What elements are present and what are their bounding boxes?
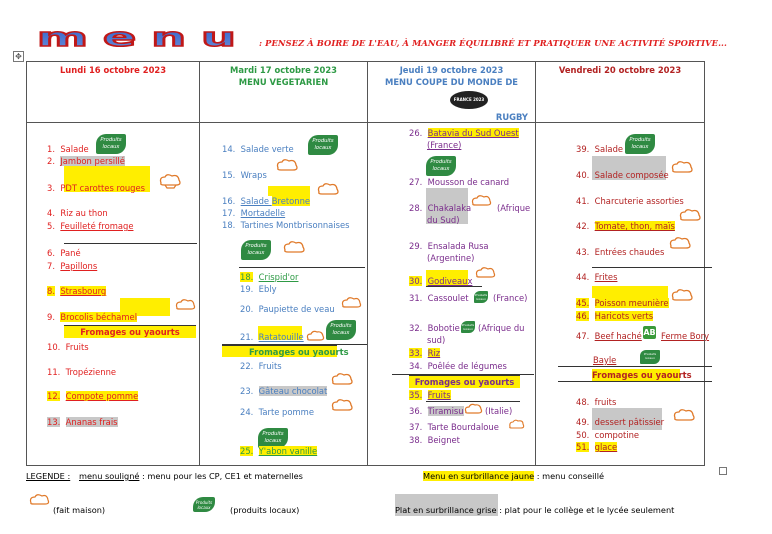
homemade-icon xyxy=(330,372,354,388)
header-monday: Lundi 16 octobre 2023 xyxy=(59,65,167,75)
list-item: 49. dessert pâtissier xyxy=(576,417,665,427)
list-item: 30. Godiveaux xyxy=(409,276,473,286)
list-item: 33. Riz xyxy=(409,348,441,358)
list-item: 15. Wraps xyxy=(222,170,267,180)
list-item: Fromages ou yaourts xyxy=(222,345,337,357)
list-item: 18. Crispid'or xyxy=(240,272,299,282)
list-item: 38. Beignet xyxy=(409,435,460,445)
homemade-icon xyxy=(670,160,694,176)
local-product-icon: Produits locaux xyxy=(308,135,338,155)
header-thursday-subtitle2: RUGBY xyxy=(495,112,528,122)
homemade-icon xyxy=(282,240,306,256)
list-item: 27. Mousson de canard xyxy=(409,177,510,187)
list-item: 45. Poisson meunière xyxy=(576,298,669,308)
list-item: 44. Frites xyxy=(576,272,618,282)
homemade-icon xyxy=(340,296,362,311)
list-item: 41. Charcuterie assorties xyxy=(576,196,684,206)
resize-handle-icon[interactable] xyxy=(719,467,727,475)
list-item: 22. Fruits xyxy=(240,361,282,371)
list-item: 12. Compote pomme xyxy=(47,391,139,401)
list-item: 28. Chakalaka xyxy=(409,203,472,213)
list-item: 11. Tropézienne xyxy=(47,367,117,377)
homemade-icon xyxy=(678,208,702,224)
list-item: 31. Cassoulet xyxy=(409,293,469,303)
list-item-continued: sud) xyxy=(427,335,446,345)
list-item: 46. Haricots verts xyxy=(576,311,654,321)
list-item: 9. Brocolis béchamel xyxy=(47,312,138,322)
highlight xyxy=(592,286,668,298)
rugby-world-cup-badge: FRANCE 2023 xyxy=(450,91,488,109)
header-tuesday: Mardi 17 octobre 2023 xyxy=(230,65,337,75)
header-thursday: Jeudi 19 octobre 2023 xyxy=(399,65,504,75)
local-product-icon: Produits locaux xyxy=(640,350,660,364)
list-item: Fromages ou yaourts xyxy=(409,375,520,388)
list-item: 21. Ratatouille xyxy=(240,332,304,342)
list-item: Fromages ou yaourts xyxy=(592,370,692,380)
list-item-continued: (France) xyxy=(493,293,528,303)
list-item: 13. Ananas frais xyxy=(47,417,118,427)
highlight xyxy=(268,186,310,196)
homemade-icon xyxy=(174,298,196,313)
local-product-icon: Produits locaux xyxy=(258,428,288,448)
homemade-icon xyxy=(508,419,526,431)
local-product-icon: Produits locaux xyxy=(96,134,126,154)
move-handle-icon[interactable]: ✥ xyxy=(13,51,24,62)
list-item: 4. Riz au thon xyxy=(47,208,108,218)
homemade-icon xyxy=(158,173,182,189)
local-product-icon: Produits locaux xyxy=(426,156,456,176)
list-item: 42. Tomate, thon, maïs xyxy=(576,221,675,231)
list-item: 25. Y'abon vanille xyxy=(240,446,318,456)
list-item-continued: (Afrique du xyxy=(478,323,525,333)
homemade-icon xyxy=(305,330,325,344)
homemade-icon xyxy=(474,266,496,281)
list-item: 36. Tiramisu xyxy=(409,406,464,416)
list-item: 26. Batavia du Sud Ouest xyxy=(409,128,519,138)
list-item: 1. Salade xyxy=(47,144,89,154)
list-item: 40. Salade composée xyxy=(576,170,669,180)
homemade-icon xyxy=(330,398,354,414)
list-item: 7. Papillons xyxy=(47,261,98,271)
list-item: 23. Gâteau chocolat xyxy=(240,386,328,396)
list-item: 37. Tarte Bourdaloue xyxy=(409,422,499,432)
legend-yellow: Menu en surbrillance jaune : menu conseillé xyxy=(423,471,605,481)
list-item: 18. Tartines Montbrisonnaises xyxy=(222,220,350,230)
homemade-icon xyxy=(672,408,696,424)
homemade-icon xyxy=(470,194,492,209)
list-item: 16. Salade Bretonne xyxy=(222,196,311,206)
legend-underline: menu souligné : menu pour les CP, CE1 et maternelles xyxy=(79,471,303,481)
list-item: 34. Poêlée de légumes xyxy=(409,361,507,371)
organic-ab-icon: AB xyxy=(643,328,656,337)
header-thursday-subtitle: MENU COUPE DU MONDE DE xyxy=(384,77,518,87)
local-product-icon: Produits locaux xyxy=(193,497,215,512)
list-item-continued: Ferme Bory xyxy=(661,331,710,341)
local-product-icon: Produits locaux xyxy=(241,240,271,260)
list-item: 8. Strasbourg xyxy=(47,286,107,296)
list-item: 43. Entrées chaudes xyxy=(576,247,665,257)
list-item: 51. glace xyxy=(576,442,618,452)
list-item-continued: (Argentine) xyxy=(427,253,475,263)
legend-title: LEGENDE : xyxy=(26,471,71,481)
homemade-icon xyxy=(668,236,692,252)
local-product-icon: Produits locaux xyxy=(461,323,475,331)
menu-logo xyxy=(33,27,255,49)
list-item: Fromages ou yaourts xyxy=(64,325,196,338)
list-item: 2. Jambon persillé xyxy=(47,156,125,166)
list-item-continued: du Sud) xyxy=(427,215,460,225)
list-item-continued: (France) xyxy=(427,140,462,150)
header-divider xyxy=(26,122,705,123)
homemade-icon xyxy=(463,403,483,417)
list-item: 5. Feuilleté fromage xyxy=(47,221,134,231)
list-item-continued: Bayle xyxy=(593,355,617,365)
header-tuesday-subtitle: MENU VEGETARIEN xyxy=(238,77,329,87)
homemade-icon xyxy=(275,158,299,174)
list-item: 35. Fruits xyxy=(409,390,451,400)
list-item: 47. Beef haché xyxy=(576,331,642,341)
list-item: 29. Ensalada Rusa xyxy=(409,241,489,251)
local-product-icon: Produits locaux xyxy=(326,320,356,340)
list-item: 20. Paupiette de veau xyxy=(240,304,335,314)
legend-grey: Plat en surbrillance grise : plat pour le collège et le lycée seulement xyxy=(395,505,675,515)
local-product-icon: Produits locaux xyxy=(474,293,488,301)
list-item: 50. compotine xyxy=(576,430,640,440)
list-item: 10. Fruits xyxy=(47,342,89,352)
list-item: 32. Bobotie xyxy=(409,323,460,333)
legend-local: (produits locaux) xyxy=(230,505,300,515)
legend-homemade: (fait maison) xyxy=(53,505,106,515)
list-item-continued: (Afrique xyxy=(497,203,531,213)
header-friday: Vendredi 20 octobre 2023 xyxy=(558,65,682,75)
list-item: 17. Mortadelle xyxy=(222,208,286,218)
list-item: 3. PDT carottes rouges xyxy=(47,183,145,193)
list-item: 39. Salade xyxy=(576,144,624,154)
slogan: : PENSEZ À BOIRE DE L'EAU, À MANGER ÉQUILIBRÉ ET PRATIQUER UNE ACTIVITÉ SPORTIVE... xyxy=(259,38,728,48)
homemade-icon xyxy=(670,288,694,304)
list-item: 19. Ebly xyxy=(240,284,277,294)
list-item-continued: (Italie) xyxy=(485,406,513,416)
homemade-icon xyxy=(316,182,340,198)
local-product-icon: Produits locaux xyxy=(625,134,655,154)
logo-text: menu xyxy=(37,27,251,49)
list-item: 14. Salade verte xyxy=(222,144,294,154)
list-item: 48. fruits xyxy=(576,397,617,407)
list-item: 24. Tarte pomme xyxy=(240,407,314,417)
list-item: 6. Pané xyxy=(47,248,81,258)
homemade-icon xyxy=(28,493,50,508)
